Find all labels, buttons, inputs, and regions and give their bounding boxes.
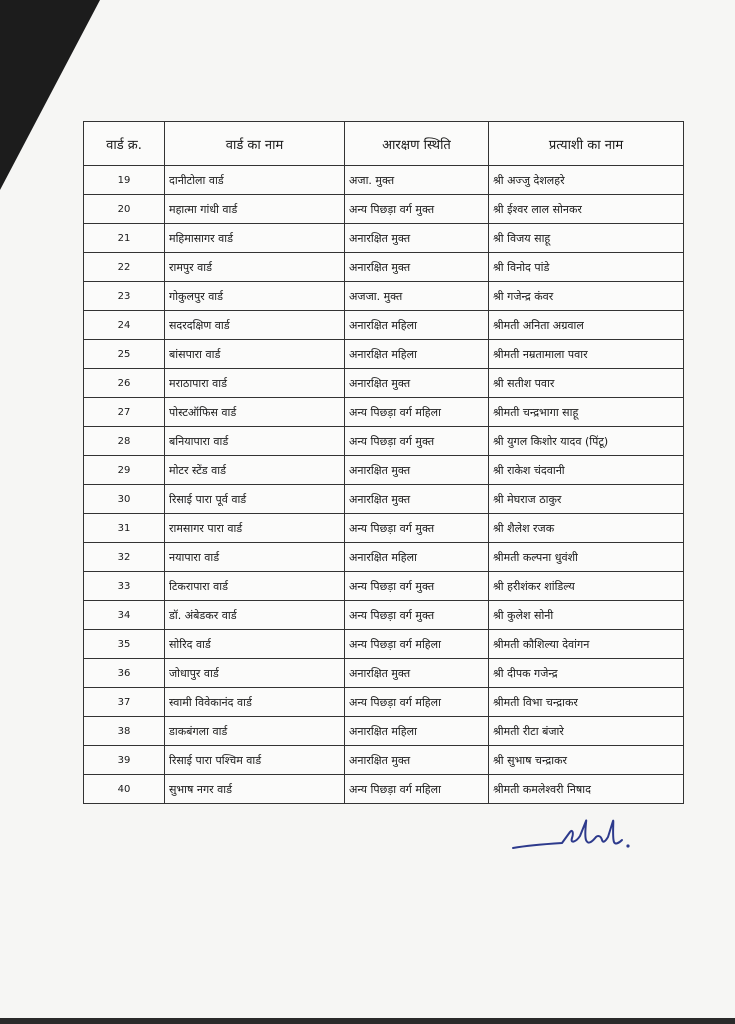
candidate-name-cell: श्रीमती अनिता अग्रवाल [489, 311, 684, 340]
ward-name-cell: सदरदक्षिण वार्ड [165, 311, 345, 340]
reservation-status-cell: अन्य पिछड़ा वर्ग मुक्त [345, 572, 489, 601]
ward-number-cell: 22 [84, 253, 165, 282]
ward-name-cell: टिकरापारा वार्ड [165, 572, 345, 601]
handwritten-signature-icon [510, 812, 635, 857]
ward-number-cell: 32 [84, 543, 165, 572]
reservation-status-cell: अनारक्षित मुक्त [345, 746, 489, 775]
candidate-name-cell: श्री मेघराज ठाकुर [489, 485, 684, 514]
ward-name-cell: महात्मा गांधी वार्ड [165, 195, 345, 224]
table-row [84, 746, 684, 775]
table-row [84, 514, 684, 543]
ward-name-cell: रिसाई पारा पूर्व वार्ड [165, 485, 345, 514]
table-body [84, 166, 684, 804]
candidate-name-cell: श्री राकेश चंदवानी [489, 456, 684, 485]
ward-candidate-table [83, 121, 684, 804]
candidate-name-cell: श्री हरीशंकर शांडिल्य [489, 572, 684, 601]
table-row [84, 543, 684, 572]
table-row [84, 485, 684, 514]
candidate-name-cell: श्री गजेन्द्र कंवर [489, 282, 684, 311]
header-candidate-name: प्रत्याशी का नाम [489, 122, 684, 166]
ward-number-cell: 40 [84, 775, 165, 804]
reservation-status-cell: अनारक्षित मुक्त [345, 485, 489, 514]
candidate-name-cell: श्री विजय साहू [489, 224, 684, 253]
ward-number-cell: 27 [84, 398, 165, 427]
ward-number-cell: 38 [84, 717, 165, 746]
ward-number-cell: 34 [84, 601, 165, 630]
ward-name-cell: दानीटोला वार्ड [165, 166, 345, 195]
reservation-status-cell: अनारक्षित मुक्त [345, 456, 489, 485]
table-row [84, 340, 684, 369]
table-row [84, 166, 684, 195]
ward-name-cell: गोकुलपुर वार्ड [165, 282, 345, 311]
candidate-name-cell: श्रीमती नम्रतामाला पवार [489, 340, 684, 369]
table-row [84, 775, 684, 804]
ward-name-cell: महिमासागर वार्ड [165, 224, 345, 253]
reservation-status-cell: अन्य पिछड़ा वर्ग महिला [345, 775, 489, 804]
ward-number-cell: 23 [84, 282, 165, 311]
candidate-name-cell: श्रीमती कमलेश्वरी निषाद [489, 775, 684, 804]
page-bottom-edge [0, 1018, 735, 1024]
reservation-status-cell: अजजा. मुक्त [345, 282, 489, 311]
ward-number-cell: 24 [84, 311, 165, 340]
candidate-name-cell: श्री दीपक गजेन्द्र [489, 659, 684, 688]
reservation-status-cell: अन्य पिछड़ा वर्ग मुक्त [345, 514, 489, 543]
ward-name-cell: सुभाष नगर वार्ड [165, 775, 345, 804]
ward-number-cell: 26 [84, 369, 165, 398]
reservation-status-cell: अजा. मुक्त [345, 166, 489, 195]
ward-name-cell: सोरिद वार्ड [165, 630, 345, 659]
ward-number-cell: 25 [84, 340, 165, 369]
candidate-name-cell: श्री अज्जु देशलहरे [489, 166, 684, 195]
ward-number-cell: 20 [84, 195, 165, 224]
ward-number-cell: 37 [84, 688, 165, 717]
candidate-name-cell: श्री ईश्वर लाल सोनकर [489, 195, 684, 224]
table-row [84, 224, 684, 253]
table-row [84, 369, 684, 398]
reservation-status-cell: अनारक्षित महिला [345, 543, 489, 572]
ward-number-cell: 35 [84, 630, 165, 659]
ward-name-cell: डाकबंगला वार्ड [165, 717, 345, 746]
header-ward-no: वार्ड क्र. [84, 122, 165, 166]
table-row [84, 427, 684, 456]
candidate-name-cell: श्रीमती कल्पना धुवंशी [489, 543, 684, 572]
ward-name-cell: बनियापारा वार्ड [165, 427, 345, 456]
reservation-status-cell: अनारक्षित महिला [345, 717, 489, 746]
table-row [84, 630, 684, 659]
reservation-status-cell: अनारक्षित महिला [345, 340, 489, 369]
table-row [84, 195, 684, 224]
header-ward-name: वार्ड का नाम [165, 122, 345, 166]
ward-number-cell: 21 [84, 224, 165, 253]
candidate-name-cell: श्रीमती विभा चन्द्राकर [489, 688, 684, 717]
ward-number-cell: 19 [84, 166, 165, 195]
ward-number-cell: 36 [84, 659, 165, 688]
reservation-status-cell: अन्य पिछड़ा वर्ग महिला [345, 630, 489, 659]
candidate-name-cell: श्री सतीश पवार [489, 369, 684, 398]
ward-name-cell: पोस्टऑफिस वार्ड [165, 398, 345, 427]
reservation-status-cell: अनारक्षित महिला [345, 311, 489, 340]
ward-name-cell: मोटर स्टेंड वार्ड [165, 456, 345, 485]
candidate-name-cell: श्री कुलेश सोनी [489, 601, 684, 630]
table-row [84, 253, 684, 282]
ward-name-cell: बांसपारा वार्ड [165, 340, 345, 369]
table-row [84, 688, 684, 717]
reservation-status-cell: अन्य पिछड़ा वर्ग मुक्त [345, 427, 489, 456]
ward-number-cell: 29 [84, 456, 165, 485]
header-reservation-status: आरक्षण स्थिति [345, 122, 489, 166]
candidate-name-cell: श्री सुभाष चन्द्राकर [489, 746, 684, 775]
table-header-row [84, 122, 684, 166]
table-row [84, 456, 684, 485]
table-row [84, 659, 684, 688]
candidate-name-cell: श्री युगल किशोर यादव (पिंटू) [489, 427, 684, 456]
ward-number-cell: 28 [84, 427, 165, 456]
ward-number-cell: 39 [84, 746, 165, 775]
table-row [84, 717, 684, 746]
ward-name-cell: मराठापारा वार्ड [165, 369, 345, 398]
ward-name-cell: रामपुर वार्ड [165, 253, 345, 282]
reservation-status-cell: अनारक्षित मुक्त [345, 659, 489, 688]
ward-name-cell: जोधापुर वार्ड [165, 659, 345, 688]
candidate-name-cell: श्री विनोद पांडे [489, 253, 684, 282]
ward-name-cell: रिसाई पारा पश्चिम वार्ड [165, 746, 345, 775]
ward-number-cell: 33 [84, 572, 165, 601]
ward-name-cell: स्वामी विवेकानंद वार्ड [165, 688, 345, 717]
table-row [84, 282, 684, 311]
candidate-name-cell: श्रीमती चन्द्रभागा साहू [489, 398, 684, 427]
table-row [84, 311, 684, 340]
reservation-status-cell: अनारक्षित मुक्त [345, 369, 489, 398]
candidate-name-cell: श्रीमती कौशिल्या देवांगन [489, 630, 684, 659]
reservation-status-cell: अन्य पिछड़ा वर्ग मुक्त [345, 195, 489, 224]
candidate-name-cell: श्री शैलेश रजक [489, 514, 684, 543]
reservation-status-cell: अनारक्षित मुक्त [345, 253, 489, 282]
candidate-name-cell: श्रीमती रीटा बंजारे [489, 717, 684, 746]
table-row [84, 398, 684, 427]
reservation-status-cell: अनारक्षित मुक्त [345, 224, 489, 253]
table-row [84, 572, 684, 601]
ward-name-cell: नयापारा वार्ड [165, 543, 345, 572]
ward-name-cell: रामसागर पारा वार्ड [165, 514, 345, 543]
reservation-status-cell: अन्य पिछड़ा वर्ग मुक्त [345, 601, 489, 630]
ward-name-cell: डॉ. अंबेडकर वार्ड [165, 601, 345, 630]
reservation-status-cell: अन्य पिछड़ा वर्ग महिला [345, 688, 489, 717]
table-row [84, 601, 684, 630]
ward-number-cell: 30 [84, 485, 165, 514]
reservation-status-cell: अन्य पिछड़ा वर्ग महिला [345, 398, 489, 427]
ward-number-cell: 31 [84, 514, 165, 543]
